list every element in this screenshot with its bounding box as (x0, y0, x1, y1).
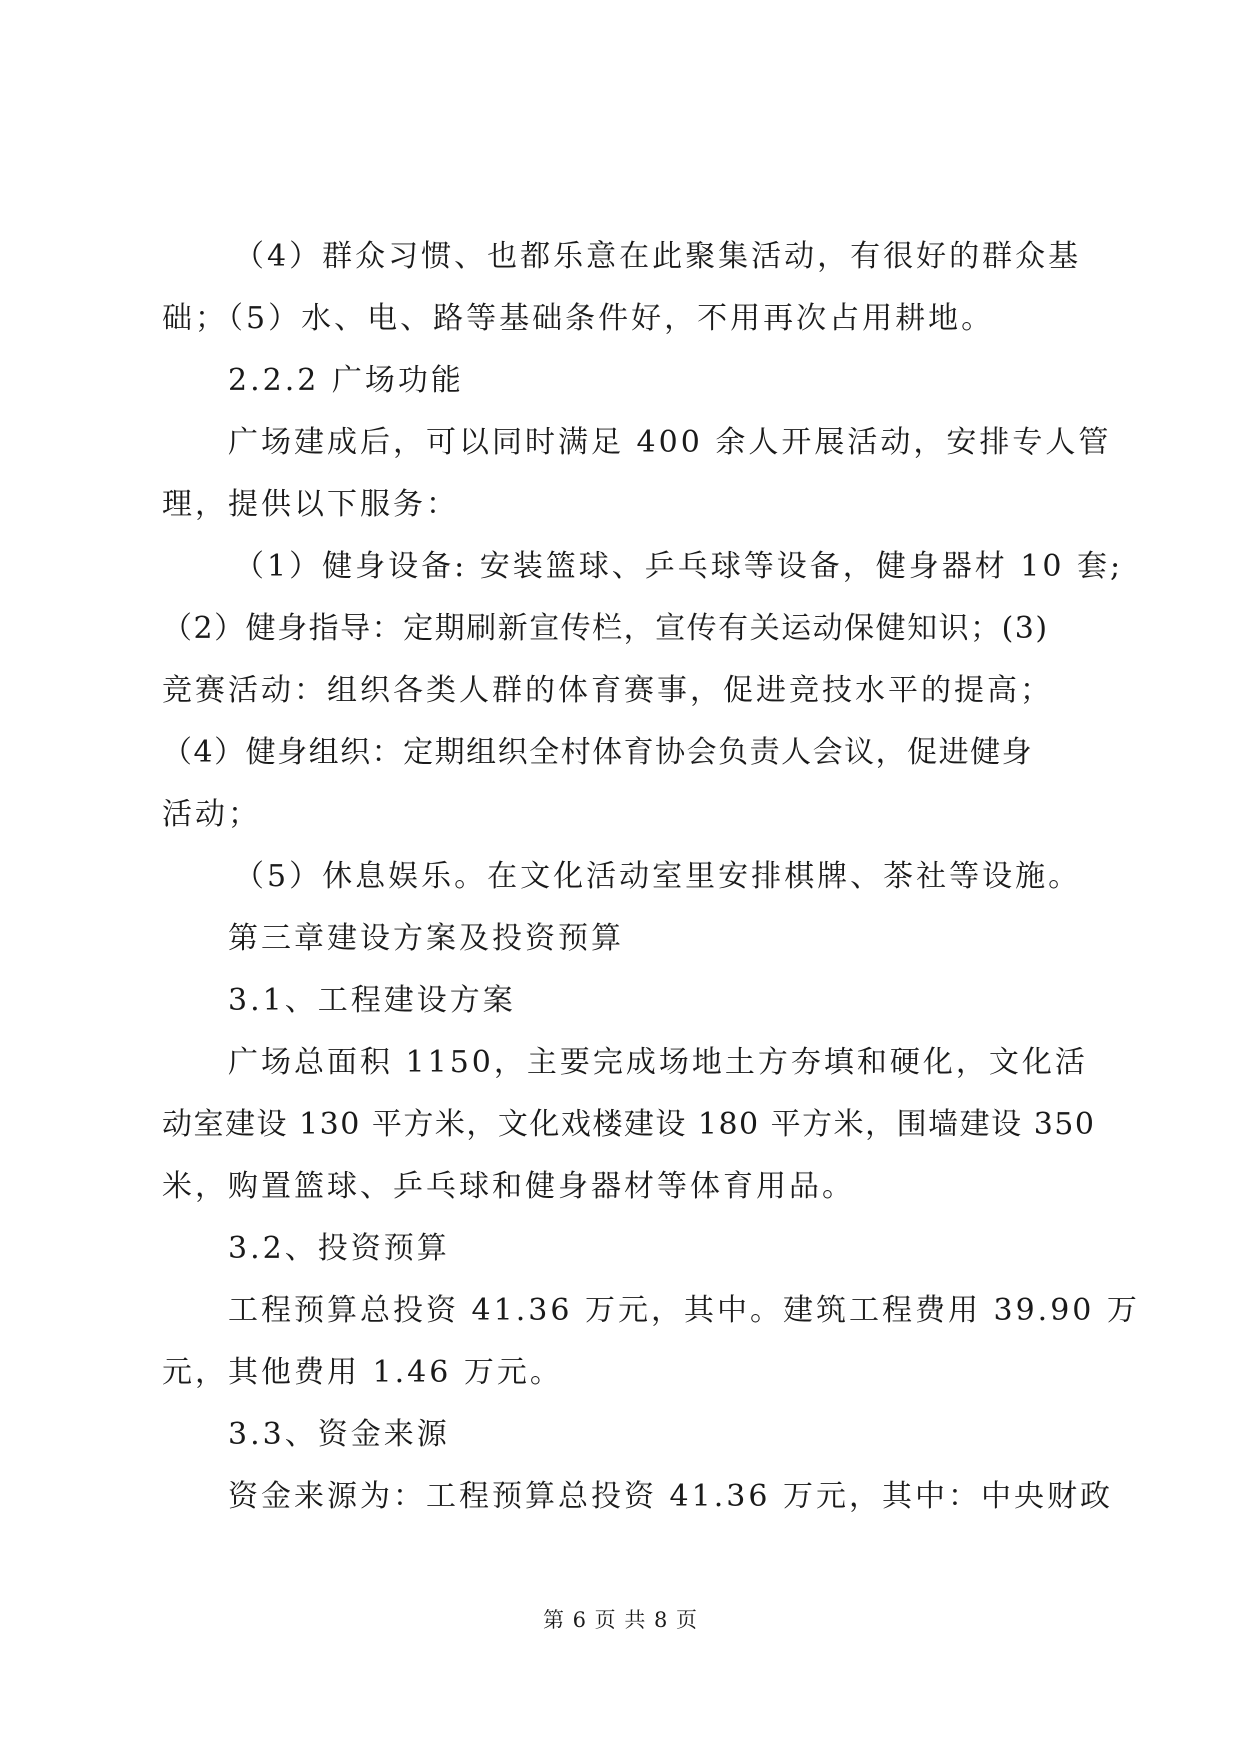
body-line: 理，提供以下服务： (162, 487, 459, 522)
body-line: （4）群众习惯、也都乐意在此聚集活动，有很好的群众基 (234, 239, 1082, 274)
body-line: 础；（5）水、电、路等基础条件好，不用再次占用耕地。 (162, 301, 995, 336)
body-line: 资金来源为：工程预算总投资 41.36 万元，其中：中央财政 (228, 1479, 1113, 1514)
section-heading: 3.1、工程建设方案 (228, 983, 516, 1018)
document-body (162, 226, 1140, 1528)
body-line: 广场建成后，可以同时满足 400 余人开展活动，安排专人管 (228, 425, 1112, 460)
body-line: 元，其他费用 1.46 万元。 (162, 1355, 563, 1390)
body-line: 米，购置篮球、乒乓球和健身器材等体育用品。 (162, 1169, 855, 1204)
body-line: （2）健身指导：定期刷新宣传栏，宣传有关运动保健知识；(3) (162, 611, 1049, 646)
section-heading: 3.3、资金来源 (228, 1417, 450, 1452)
page-number-footer: 第 6 页 共 8 页 (542, 1608, 699, 1632)
body-line: 广场总面积 1150，主要完成场地土方夯填和硬化，文化活 (228, 1045, 1088, 1080)
body-line: 活动； (162, 797, 261, 832)
body-line: 工程预算总投资 41.36 万元，其中。建筑工程费用 39.90 万 (228, 1293, 1140, 1328)
body-line: 竞赛活动：组织各类人群的体育赛事，促进竞技水平的提高； (162, 673, 1053, 708)
body-line: （4）健身组织：定期组织全村体育协会负责人会议，促进健身 (162, 735, 1034, 770)
body-line: （5）休息娱乐。在文化活动室里安排棋牌、茶社等设施。 (234, 859, 1082, 894)
chapter-heading: 第三章建设方案及投资预算 (228, 921, 624, 956)
body-line: （1）健身设备: 安装篮球、乒乓球等设备，健身器材 10 套; (234, 549, 1124, 584)
section-heading: 2.2.2 广场功能 (228, 363, 464, 398)
body-line: 动室建设 130 平方米，文化戏楼建设 180 平方米，围墙建设 350 (162, 1107, 1096, 1142)
section-heading: 3.2、投资预算 (228, 1231, 450, 1266)
